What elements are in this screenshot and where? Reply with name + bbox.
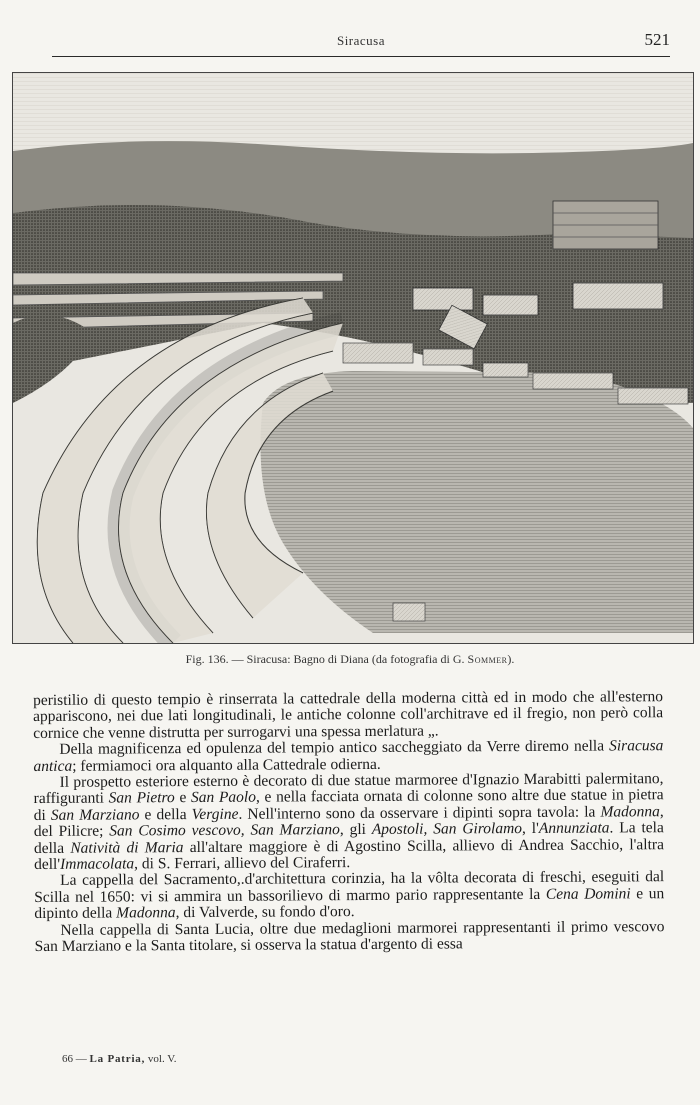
text-run: peristilio di questo tempio è rinserrata la cattedrale della moderna città ed in modo che all'esterno appariscono, nei due lati longitudinali, le antiche colonne coll'architrave ed il fregio, non però colla cornice che venne distrutta per surrogarvi una spessa merlatura „. — [32, 688, 664, 742]
footer-title: La Patria, — [89, 1053, 146, 1065]
running-header — [52, 30, 670, 57]
italic-run: Madonna — [116, 904, 176, 922]
text-run: , del Pilicre; — [33, 802, 664, 841]
text-run: e della — [139, 805, 192, 824]
body-text — [33, 689, 665, 955]
text-run: Il prospetto esteriore esterno è decorato di due statue marmoree d'Ignazio Marabitti palermitano, raffiguranti — [33, 770, 664, 808]
caption-author: Sommer — [467, 652, 508, 666]
italic-run: San Paolo — [190, 789, 256, 807]
text-run: La cappella del Sacramento,.d'architettura corinzia, ha la vôlta decorata di freschi, eseguiti dal Scilla nel 1650: vi si ammira un bassorilievo di marmo pario rappresentante la — [34, 868, 665, 906]
text-run: . La tela della — [33, 819, 664, 857]
paragraph-2 — [33, 738, 663, 775]
paragraph-5 — [34, 919, 664, 956]
paragraph-4 — [34, 870, 664, 923]
figure-engraving — [12, 72, 694, 644]
text-run: Della magnificenza ed opulenza del tempio antico saccheggiato da Verre diremo nella — [59, 737, 610, 759]
text-run: ; fermiamoci ora alquanto alla Cattedrale odierna. — [72, 755, 381, 775]
bagno-di-diana-illustration — [13, 73, 693, 643]
text-run: , di Valverde, su fondo d'oro. — [175, 903, 355, 922]
text-run: . Nell'interno sono da osservare i dipinti sopra tavola: la — [238, 803, 601, 823]
footer-number: 66 — — [62, 1053, 87, 1065]
italic-run: Siracusa antica — [33, 737, 664, 775]
italic-run: Cena Domini — [545, 885, 631, 903]
text-run: e un dipinto della — [34, 885, 665, 923]
italic-run: Vergine — [191, 805, 239, 823]
italic-run: San Marziano — [50, 806, 140, 824]
caption-end: ). — [507, 652, 515, 666]
text-run: all'altare maggiore è di Agostino Scilla, allievo di Andrea Sacchio, l'altra dell' — [33, 835, 664, 874]
italic-run: Immacolata — [60, 855, 135, 873]
italic-run: San Cosimo vescovo, San Marziano — [109, 821, 340, 840]
text-run: Nella cappella di Santa Lucia, oltre due medaglioni marmorei rappresentanti il primo vescovo San Marziano e la Santa titolare, si osserva la statua d'argento di essa — [34, 917, 665, 956]
italic-run: Madonna — [600, 803, 660, 821]
paragraph-1 — [33, 689, 663, 742]
text-run: , e nella facciata ornata di colonne sono altre due statue in pietra di — [33, 786, 664, 824]
caption-text: Fig. 136. — Siracusa: Bagno di Diana (da fotografia di G. — [185, 652, 468, 666]
italic-run: San Pietro — [108, 789, 175, 807]
paragraph-3 — [34, 771, 665, 873]
page-number: 521 — [644, 30, 670, 49]
text-run: , gli — [339, 821, 372, 839]
italic-run: Apostoli, San Girolamo — [371, 820, 523, 839]
page-footer — [62, 1053, 177, 1065]
italic-run: Annunziata — [538, 819, 610, 838]
figure-caption — [0, 652, 700, 667]
text-run: , l' — [521, 820, 539, 838]
footer-volume: vol. V. — [147, 1053, 177, 1065]
running-title: Siracusa — [336, 33, 386, 48]
italic-run: Natività di Maria — [70, 838, 184, 857]
text-run: , di S. Ferrari, allievo del Ciraferri. — [134, 854, 351, 873]
text-run: e — [174, 789, 192, 807]
